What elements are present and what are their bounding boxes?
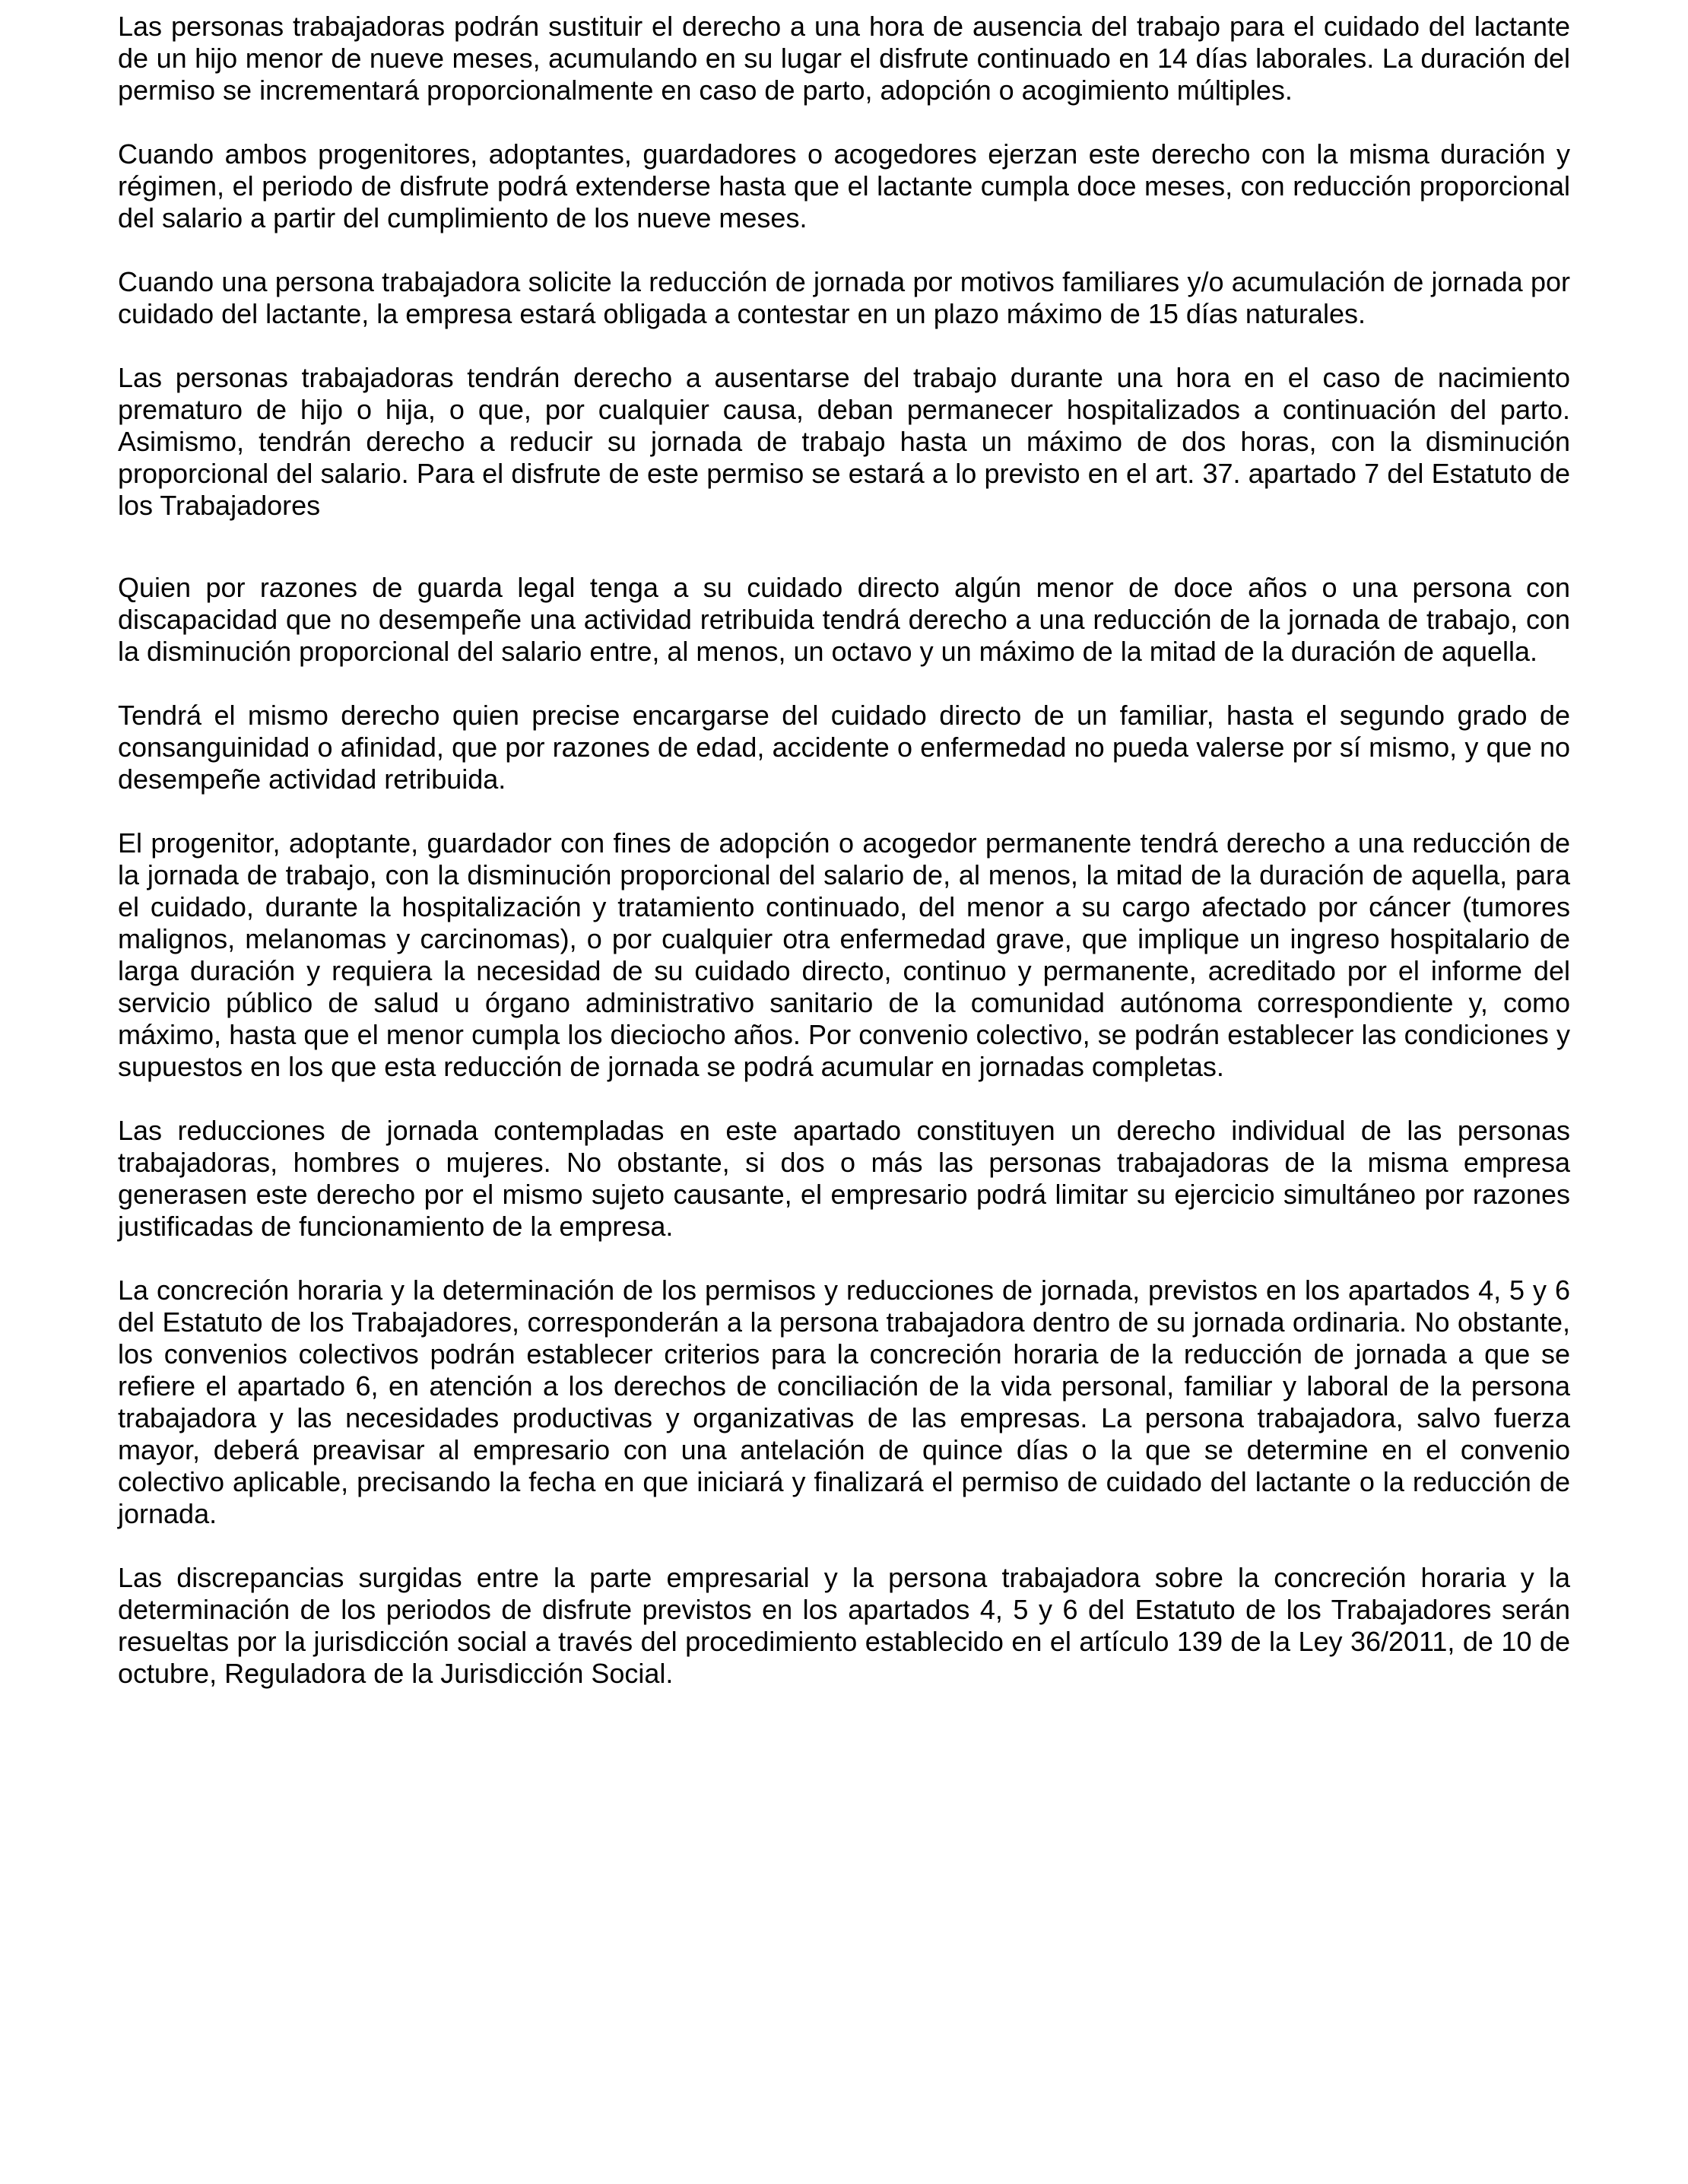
paragraph-breastfeeding-leave: Las personas trabajadoras podrán sustituir el derecho a una hora de ausencia del trabajo para el cuidado del lactante de un hijo menor de nueve meses, acumulando en su lugar el disfrute continuado en 14 días laborales. La duración del permiso se incrementará proporcionalmente en caso de parto, adopción o acogimiento múltiples. bbox=[118, 11, 1570, 106]
paragraph-company-response: Cuando una persona trabajadora solicite la reducción de jornada por motivos familiares y/o acumulación de jornada por cuidado del lactante, la empresa estará obligada a contestar en un plazo máximo de 15 días naturales. bbox=[118, 266, 1570, 329]
paragraph-family-care: Tendrá el mismo derecho quien precise encargarse del cuidado directo de un familiar, hasta el segundo grado de consanguinidad o afinidad, que por razones de edad, accidente o enfermedad no pueda valerse por sí mismo, y que no desempeñe actividad retribuida. bbox=[118, 700, 1570, 795]
paragraph-serious-illness: El progenitor, adoptante, guardador con fines de adopción o acogedor permanente tendrá derecho a una reducción de la jornada de trabajo, con la disminución proporcional del salario de, al menos, la mitad de la duración de aquella, para el cuidado, durante la hospitalización y tratamiento continuado, del menor a su cargo afectado por cáncer (tumores malignos, melanomas y carcinomas), o por cualquier otra enfermedad grave, que implique un ingreso hospitalario de larga duración y requiera la necesidad de su cuidado directo, continuo y permanente, acreditado por el informe del servicio público de salud u órgano administrativo sanitario de la comunidad autónoma correspondiente y, como máximo, hasta que el menor cumpla los dieciocho años. Por convenio colectivo, se podrán establecer las condiciones y supuestos en los que esta reducción de jornada se podrá acumular en jornadas completas. bbox=[118, 827, 1570, 1082]
paragraph-schedule-determination: La concreción horaria y la determinación de los permisos y reducciones de jornada, previstos en los apartados 4, 5 y 6 del Estatuto de los Trabajadores, corresponderán a la persona trabajadora dentro de su jornada ordinaria. No obstante, los convenios colectivos podrán establecer criterios para la concreción horaria de la reducción de jornada a que se refiere el apartado 6, en atención a los derechos de conciliación de la vida personal, familiar y laboral de la persona trabajadora y las necesidades productivas y organizativas de las empresas. La persona trabajadora, salvo fuerza mayor, deberá preavisar al empresario con una antelación de quince días o la que se determine en el convenio colectivo aplicable, precisando la fecha en que iniciará y finalizará el permiso de cuidado del lactante o la reducción de jornada. bbox=[118, 1275, 1570, 1529]
paragraph-individual-right: Las reducciones de jornada contempladas en este apartado constituyen un derecho individual de las personas trabajadoras, hombres o mujeres. No obstante, si dos o más las personas trabajadoras de la misma empresa generasen este derecho por el mismo sujeto causante, el empresario podrá limitar su ejercicio simultáneo por razones justificadas de funcionamiento de la empresa. bbox=[118, 1115, 1570, 1242]
paragraph-disputes: Las discrepancias surgidas entre la parte empresarial y la persona trabajadora sobre la concreción horaria y la determinación de los periodos de disfrute previstos en los apartados 4, 5 y 6 del Estatuto de los Trabajadores serán resueltas por la jurisdicción social a través del procedimiento establecido en el artículo 139 de la Ley 36/2011, de 10 de octubre, Reguladora de la Jurisdicción Social. bbox=[118, 1562, 1570, 1689]
paragraph-both-parents: Cuando ambos progenitores, adoptantes, guardadores o acogedores ejerzan este derecho con la misma duración y régimen, el periodo de disfrute podrá extenderse hasta que el lactante cumpla doce meses, con reducción proporcional del salario a partir del cumplimiento de los nueve meses. bbox=[118, 138, 1570, 233]
paragraph-legal-guardianship: Quien por razones de guarda legal tenga a su cuidado directo algún menor de doce años o una persona con discapacidad que no desempeñe una actividad retribuida tendrá derecho a una reducción de la jornada de trabajo, con la disminución proporcional del salario entre, al menos, un octavo y un máximo de la mitad de la duración de aquella. bbox=[118, 572, 1570, 667]
paragraph-premature-birth: Las personas trabajadoras tendrán derecho a ausentarse del trabajo durante una hora en el caso de nacimiento prematuro de hijo o hija, o que, por cualquier causa, deban permanecer hospitalizados a continuación del parto. Asimismo, tendrán derecho a reducir su jornada de trabajo hasta un máximo de dos horas, con la disminución proporcional del salario. Para el disfrute de este permiso se estará a lo previsto en el art. 37. apartado 7 del Estatuto de los Trabajadores bbox=[118, 362, 1570, 521]
